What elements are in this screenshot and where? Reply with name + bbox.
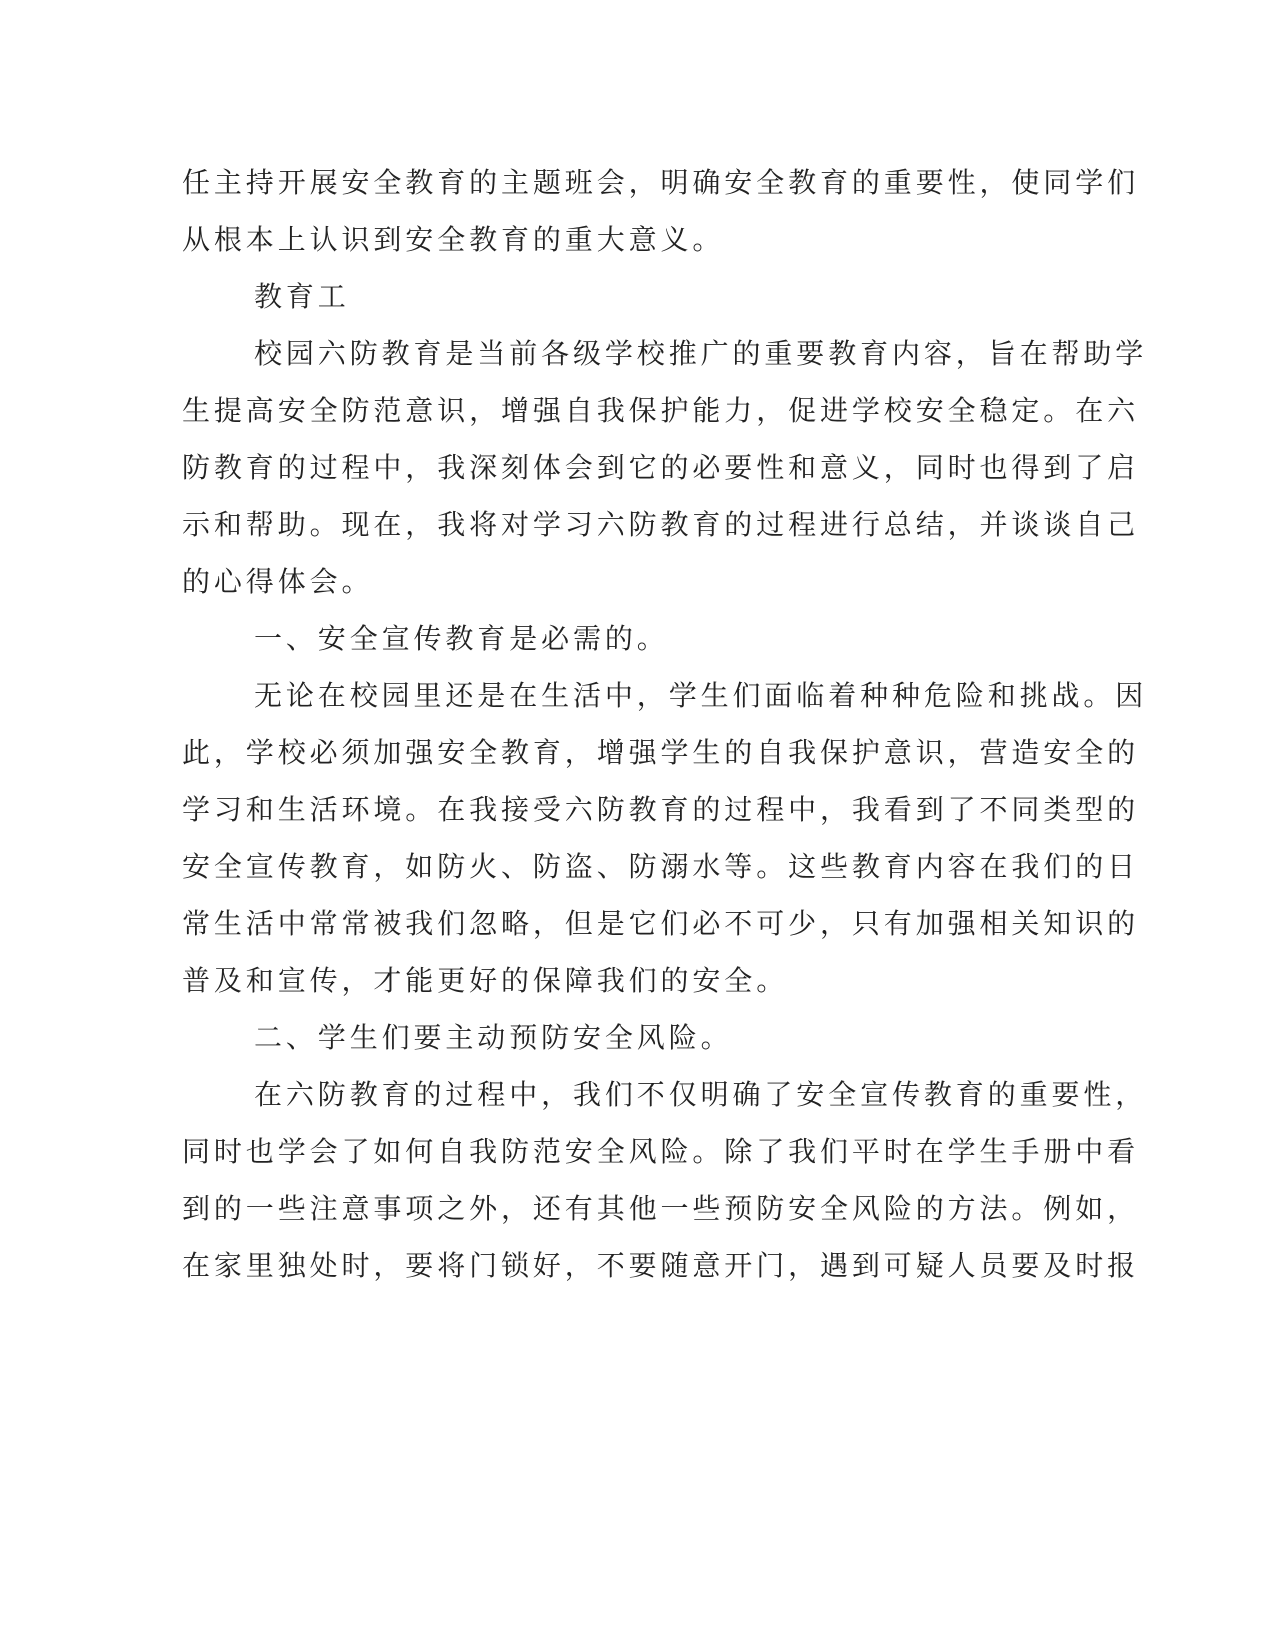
document-body: [182, 154, 1148, 1294]
section-heading: 教育工: [254, 280, 350, 313]
text-line: 到的一些注意事项之外，还有其他一些预防安全风险的方法。例如，: [182, 1192, 1140, 1225]
text-line: 的心得体会。: [182, 565, 374, 598]
text-line: 任主持开展安全教育的主题班会，明确安全教育的重要性，使同学们: [182, 166, 1140, 199]
text-line: 生提高安全防范意识，增强自我保护能力，促进学校安全稳定。在六: [182, 394, 1140, 427]
text-line: 无论在校园里还是在生活中，学生们面临着种种危险和挑战。因: [254, 679, 1148, 712]
text-line: 在六防教育的过程中，我们不仅明确了安全宣传教育的重要性，: [254, 1078, 1148, 1111]
text-line: 校园六防教育是当前各级学校推广的重要教育内容，旨在帮助学: [254, 337, 1148, 370]
text-line: 从根本上认识到安全教育的重大意义。: [182, 223, 725, 256]
text-line: 在家里独处时，要将门锁好，不要随意开门，遇到可疑人员要及时报: [182, 1249, 1140, 1282]
text-line: 学习和生活环境。在我接受六防教育的过程中，我看到了不同类型的: [182, 793, 1140, 826]
text-line: 此，学校必须加强安全教育，增强学生的自我保护意识，营造安全的: [182, 736, 1140, 769]
text-line: 常生活中常常被我们忽略，但是它们必不可少，只有加强相关知识的: [182, 907, 1140, 940]
section-heading: 一、安全宣传教育是必需的。: [254, 622, 669, 655]
section-heading: 二、学生们要主动预防安全风险。: [254, 1021, 733, 1054]
text-line: 同时也学会了如何自我防范安全风险。除了我们平时在学生手册中看: [182, 1135, 1140, 1168]
text-line: 安全宣传教育，如防火、防盗、防溺水等。这些教育内容在我们的日: [182, 850, 1140, 883]
text-line: 普及和宣传，才能更好的保障我们的安全。: [182, 964, 789, 997]
text-line: 防教育的过程中，我深刻体会到它的必要性和意义，同时也得到了启: [182, 451, 1140, 484]
text-line: 示和帮助。现在，我将对学习六防教育的过程进行总结，并谈谈自己: [182, 508, 1140, 541]
